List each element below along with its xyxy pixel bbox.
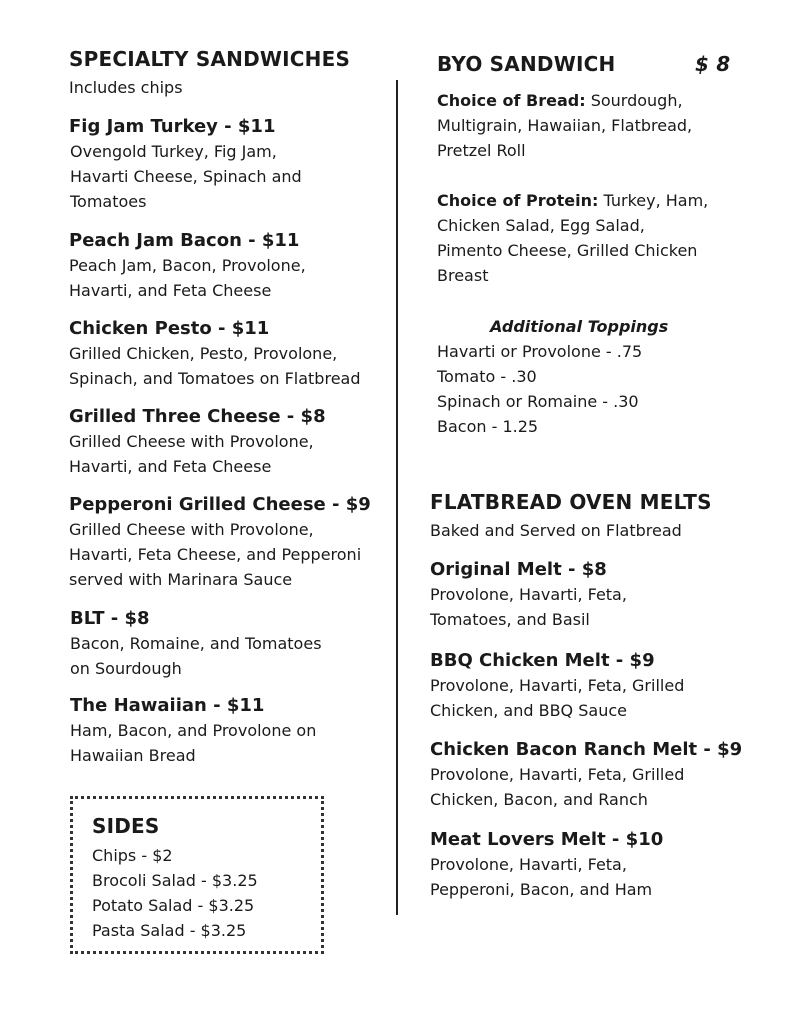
item-name: Chicken Bacon Ranch Melt - $9 <box>430 739 743 760</box>
desc-line: Chicken, and BBQ Sauce <box>430 701 627 720</box>
desc-line: Ovengold Turkey, Fig Jam, <box>70 142 277 161</box>
desc-line: Chicken Salad, Egg Salad, <box>437 216 645 235</box>
flatbread-title: FLATBREAD OVEN MELTS <box>430 490 712 514</box>
item-name: Fig Jam Turkey - $11 <box>69 116 276 137</box>
menu-item <box>69 493 371 592</box>
menu-item <box>430 828 663 902</box>
item-name: BLT - $8 <box>70 608 150 629</box>
item-description <box>70 631 322 681</box>
desc-line: Sourdough, <box>585 91 683 110</box>
desc-line: Tomatoes, and Basil <box>430 610 590 629</box>
item-description <box>70 718 316 768</box>
item-description <box>430 762 742 812</box>
bread-label: Choice of Bread: <box>437 91 586 110</box>
flatbread-subtitle: Baked and Served on Flatbread <box>430 521 682 540</box>
desc-line: Provolone, Havarti, Feta, <box>430 855 627 874</box>
desc-line: Peach Jam, Bacon, Provolone, <box>69 256 306 275</box>
desc-line: Pepperoni, Bacon, and Ham <box>430 880 653 899</box>
menu-item <box>69 317 361 391</box>
item-description <box>69 341 361 391</box>
item-description <box>430 673 684 723</box>
menu-item <box>69 405 326 479</box>
byo-title: BYO SANDWICH <box>437 52 616 76</box>
item-description <box>430 582 627 632</box>
specialty-subtitle: Includes chips <box>69 78 183 97</box>
desc-line: served with Marinara Sauce <box>69 570 293 589</box>
protein-choices <box>437 188 737 288</box>
desc-line: Ham, Bacon, and Provolone on <box>70 721 317 740</box>
desc-line: Havarti, and Feta Cheese <box>69 457 272 476</box>
protein-label: Choice of Protein: <box>437 191 599 210</box>
item-description <box>69 253 306 303</box>
desc-line: Spinach, and Tomatoes on Flatbread <box>69 369 361 388</box>
toppings-title: Additional Toppings <box>490 317 669 336</box>
desc-line: Turkey, Ham, <box>598 191 709 210</box>
desc-line: Havarti Cheese, Spinach and <box>70 167 302 186</box>
desc-line: Grilled Chicken, Pesto, Provolone, <box>69 344 338 363</box>
desc-line: Grilled Cheese with Provolone, <box>69 432 314 451</box>
desc-line: Provolone, Havarti, Feta, Grilled <box>430 676 685 695</box>
menu-item <box>69 115 302 214</box>
desc-line: Breast <box>437 266 489 285</box>
menu-item <box>70 694 316 768</box>
byo-price: $ 8 <box>695 52 731 76</box>
topping-item: Spinach or Romaine - .30 <box>437 392 639 411</box>
desc-line: Provolone, Havarti, Feta, Grilled <box>430 765 685 784</box>
topping-item: Havarti or Provolone - .75 <box>437 342 643 361</box>
desc-line: Pimento Cheese, Grilled Chicken <box>437 241 698 260</box>
side-item: Brocoli Salad - $3.25 <box>92 871 258 890</box>
desc-line: Multigrain, Hawaiian, Flatbread, <box>437 116 693 135</box>
desc-line: Pretzel Roll <box>437 141 526 160</box>
item-description <box>69 139 302 214</box>
desc-line: Grilled Cheese with Provolone, <box>69 520 314 539</box>
desc-line: Havarti, and Feta Cheese <box>69 281 272 300</box>
item-name: Peach Jam Bacon - $11 <box>69 230 300 251</box>
menu-item <box>70 607 322 681</box>
item-description <box>69 429 326 479</box>
toppings-list <box>437 339 642 439</box>
topping-item: Bacon - 1.25 <box>437 417 539 436</box>
menu-item <box>430 738 742 812</box>
menu-item <box>430 649 684 723</box>
item-name: Grilled Three Cheese - $8 <box>69 406 326 427</box>
side-item: Potato Salad - $3.25 <box>92 896 255 915</box>
desc-line: Provolone, Havarti, Feta, <box>430 585 627 604</box>
item-description <box>430 852 663 902</box>
sides-box <box>70 796 324 954</box>
column-divider <box>396 80 398 915</box>
desc-line: Havarti, Feta Cheese, and Pepperoni <box>69 545 362 564</box>
item-name: The Hawaiian - $11 <box>70 695 265 716</box>
side-item: Pasta Salad - $3.25 <box>92 921 247 940</box>
item-name: Pepperoni Grilled Cheese - $9 <box>69 494 371 515</box>
topping-item: Tomato - .30 <box>437 367 537 386</box>
item-name: BBQ Chicken Melt - $9 <box>430 650 655 671</box>
item-name: Original Melt - $8 <box>430 559 607 580</box>
bread-choices <box>437 88 737 163</box>
desc-line: Hawaiian Bread <box>70 746 196 765</box>
item-name: Chicken Pesto - $11 <box>69 318 270 339</box>
menu-item <box>69 229 306 303</box>
item-description <box>69 517 371 592</box>
sides-title: SIDES <box>92 814 160 838</box>
sides-list <box>92 843 258 943</box>
desc-line: Chicken, Bacon, and Ranch <box>430 790 648 809</box>
side-item: Chips - $2 <box>92 846 173 865</box>
desc-line: on Sourdough <box>70 659 182 678</box>
desc-line: Tomatoes <box>70 192 147 211</box>
menu-item <box>430 558 627 632</box>
specialty-title: SPECIALTY SANDWICHES <box>69 47 351 71</box>
desc-line: Bacon, Romaine, and Tomatoes <box>70 634 322 653</box>
item-name: Meat Lovers Melt - $10 <box>430 829 664 850</box>
